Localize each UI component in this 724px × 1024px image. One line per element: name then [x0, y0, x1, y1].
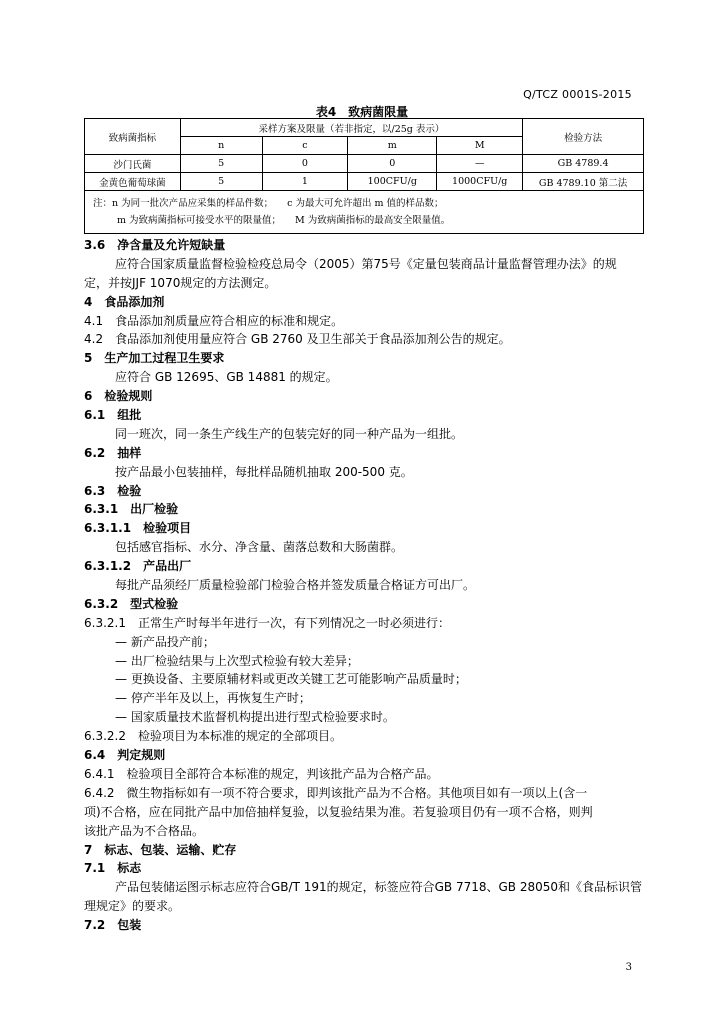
- section-5-heading: 5 生产加工过程卫生要求: [84, 351, 225, 366]
- clause-4-1: 4.1 食品添加剂质量应符合相应的标准和规定。: [84, 313, 344, 328]
- cell-n: 5: [180, 155, 262, 173]
- paragraph: 同一班次，同一条生产线生产的包装完好的同一种产品为一组批。: [115, 426, 464, 441]
- pathogen-limit-table: [84, 118, 644, 234]
- list-item: — 出厂检验结果与上次型式检验有较大差异；: [115, 653, 359, 668]
- paragraph: 每批产品须经厂质量检验部门检验合格并签发质量合格证方可出厂。: [115, 578, 476, 593]
- section-6-heading: 6 检验规则: [84, 389, 153, 404]
- list-item: — 更换设备、主要原辅材料或更改关键工艺可能影响产品质量时；: [115, 672, 467, 687]
- clause-6-3-2-2: 6.3.2.2 检验项目为本标准的规定的全部项目。: [84, 729, 342, 744]
- clause-6-4-2-cont: 该批产品为不合格品。: [84, 823, 205, 838]
- clause-4-2: 4.2 食品添加剂使用量应符合 GB 2760 及卫生部关于食品添加剂公告的规定。: [84, 332, 511, 347]
- subheader-M: M: [437, 137, 523, 155]
- note-n: 注：n 为同一批次产品应采集的样品件数；: [93, 198, 274, 209]
- header-method: 检验方法: [523, 119, 644, 155]
- note-line-1: [93, 195, 635, 212]
- list-item: — 新产品投产前；: [115, 634, 215, 649]
- cell-c: 1: [262, 173, 348, 191]
- subheader-n: n: [180, 137, 262, 155]
- list-item: — 停产半年及以上，再恢复生产时；: [115, 691, 311, 706]
- page-number: 3: [625, 962, 632, 973]
- section-6-3-heading: 6.3 检验: [84, 483, 142, 498]
- table-row: [85, 155, 644, 173]
- section-6-3-2-heading: 6.3.2 型式检验: [84, 596, 179, 611]
- section-6-1-heading: 6.1 组批: [84, 408, 142, 423]
- note-line-2: [93, 212, 635, 229]
- section-6-2-heading: 6.2 抽样: [84, 445, 142, 460]
- note-c: c 为最大可允许超出 m 值的样品数；: [287, 198, 444, 209]
- note-m: m 为致病菌指标可接受水平的限量值；: [117, 215, 282, 226]
- document-body: [84, 236, 644, 935]
- subheader-c: c: [262, 137, 348, 155]
- section-6-3-1-heading: 6.3.1 出厂检验: [84, 502, 179, 517]
- paragraph: 定，并按JJF 1070规定的方法测定。: [84, 275, 277, 290]
- cell-method: GB 4789.4: [523, 155, 644, 173]
- table-caption: 表4 致病菌限量: [315, 105, 409, 119]
- section-6-3-1-1-heading: 6.3.1.1 检验项目: [84, 521, 192, 536]
- section-6-4-heading: 6.4 判定规则: [84, 748, 166, 763]
- header-sampling-plan: 采样方案及限量（若非指定，以/25g 表示）: [180, 119, 522, 137]
- paragraph: 理规定》的要求。: [84, 899, 181, 914]
- cell-c: 0: [262, 155, 348, 173]
- clause-6-4-2-cont: 项)不合格，应在同批产品中加倍抽样复验，以复验结果为准。若复验项目仍有一项不合格，则判: [84, 804, 593, 819]
- paragraph: 产品包装储运图示标志应符合GB/T 191的规定，标签应符合GB 7718、GB 28050和《食品标识管: [115, 880, 643, 895]
- table-row: [85, 173, 644, 191]
- cell-M: 1000CFU/g: [437, 173, 523, 191]
- subheader-m: m: [348, 137, 437, 155]
- cell-name: 沙门氏菌: [85, 155, 181, 173]
- note-M: M 为致病菌指标的最高安全限量值。: [295, 215, 451, 226]
- header-indicator: 致病菌指标: [85, 119, 181, 155]
- cell-n: 5: [180, 173, 262, 191]
- section-4-heading: 4 食品添加剂: [84, 294, 165, 309]
- cell-m: 0: [348, 155, 437, 173]
- clause-6-4-1: 6.4.1 检验项目全部符合本标准的规定，判该批产品为合格产品。: [84, 766, 439, 781]
- paragraph: 应符合 GB 12695、GB 14881 的规定。: [115, 370, 338, 385]
- cell-name: 金黄色葡萄球菌: [85, 173, 181, 191]
- table-note: [85, 191, 644, 234]
- paragraph: 应符合国家质量监督检验检疫总局令（2005）第75号《定量包装商品计量监督管理办法》的规: [115, 256, 617, 271]
- section-6-3-1-2-heading: 6.3.1.2 产品出厂: [84, 559, 192, 574]
- section-7-1-heading: 7.1 标志: [84, 861, 142, 876]
- section-3-6-heading: 3.6 净含量及允许短缺量: [84, 238, 226, 252]
- standard-code: Q/TCZ 0001S-2015: [523, 88, 632, 101]
- paragraph: 按产品最小包装抽样，每批样品随机抽取 200-500 克。: [115, 464, 413, 479]
- list-item: — 国家质量技术监督机构提出进行型式检验要求时。: [115, 710, 395, 725]
- clause-6-3-2-1: 6.3.2.1 正常生产时每半年进行一次，有下列情况之一时必须进行：: [84, 615, 450, 630]
- clause-6-4-2: 6.4.2 微生物指标如有一项不符合要求，即判该批产品为不合格。其他项目如有一项以上(含一: [84, 785, 588, 800]
- cell-m: 100CFU/g: [348, 173, 437, 191]
- section-7-heading: 7 标志、包装、运输、贮存: [84, 842, 237, 857]
- section-7-2-heading: 7.2 包装: [84, 918, 142, 933]
- paragraph: 包括感官指标、水分、净含量、菌落总数和大肠菌群。: [115, 540, 404, 555]
- cell-M: —: [437, 155, 523, 173]
- cell-method: GB 4789.10 第二法: [523, 173, 644, 191]
